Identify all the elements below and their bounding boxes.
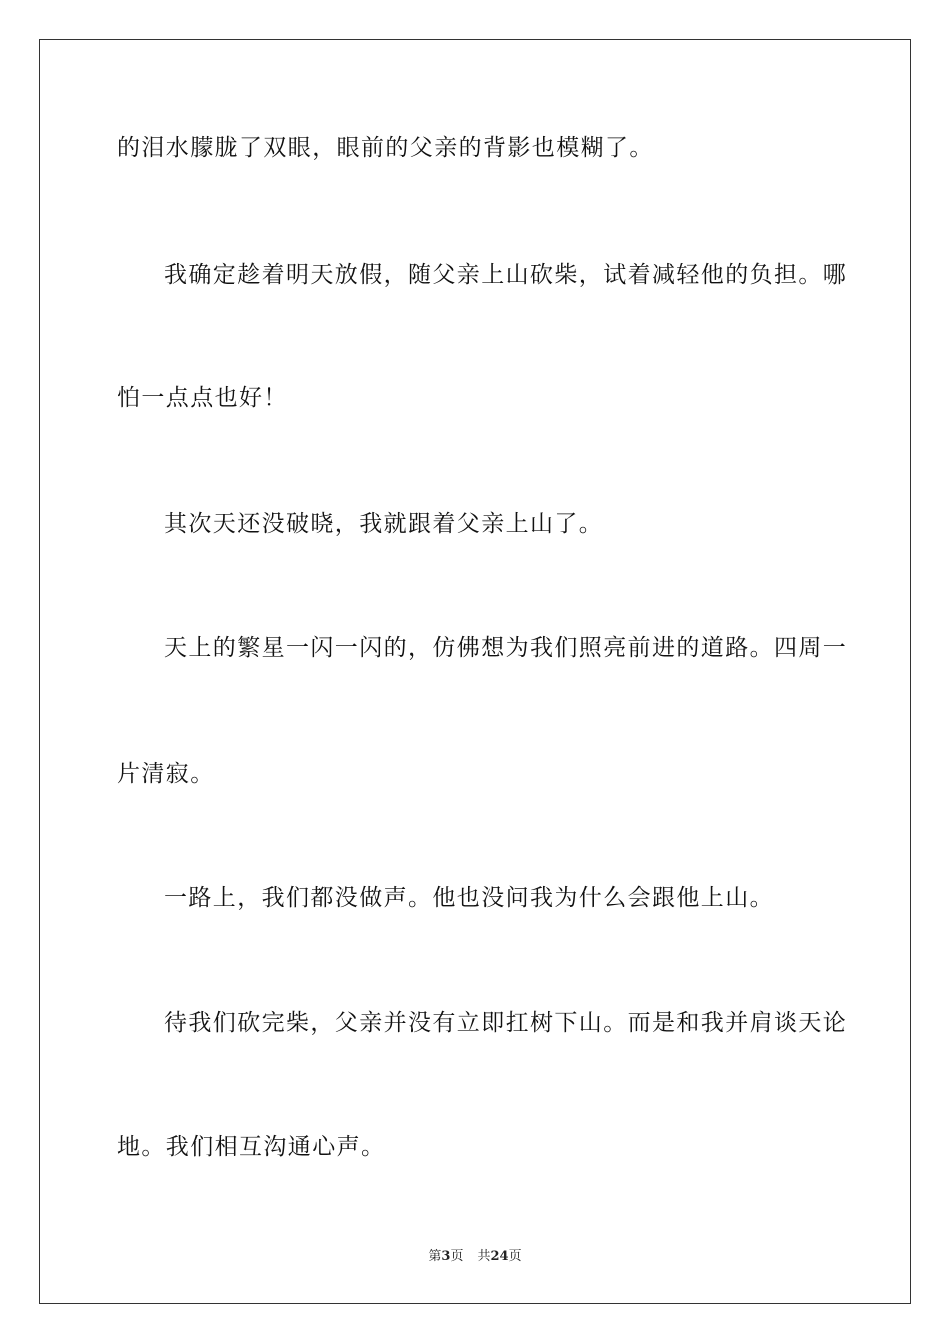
- page-suffix: 页: [450, 1249, 464, 1264]
- page-number: 3: [441, 1249, 451, 1264]
- total-suffix: 页: [508, 1249, 522, 1264]
- paragraph-line: 片清寂。: [117, 761, 215, 787]
- total-pages: 24: [490, 1249, 509, 1264]
- paragraph-line: 的泪水朦胧了双眼，眼前的父亲的背影也模糊了。: [117, 135, 654, 161]
- page-prefix: 第: [428, 1249, 442, 1264]
- paragraph-line: 我确定趁着明天放假，随父亲上山砍柴，试着减轻他的负担。哪: [164, 262, 848, 288]
- paragraph-line: 怕一点点也好！: [117, 385, 288, 411]
- total-prefix: 共: [477, 1249, 491, 1264]
- page-footer: [0, 1248, 950, 1266]
- paragraph-line: 天上的繁星一闪一闪的，仿佛想为我们照亮前进的道路。四周一: [164, 635, 848, 661]
- paragraph-line: 一路上，我们都没做声。他也没问我为什么会跟他上山。: [164, 885, 774, 911]
- paragraph-line: 待我们砍完柴，父亲并没有立即扛树下山。而是和我并肩谈天论: [164, 1010, 848, 1036]
- page-border: [39, 39, 911, 1304]
- paragraph-line: 其次天还没破晓，我就跟着父亲上山了。: [164, 511, 604, 537]
- paragraph-line: 地。我们相互沟通心声。: [117, 1134, 386, 1160]
